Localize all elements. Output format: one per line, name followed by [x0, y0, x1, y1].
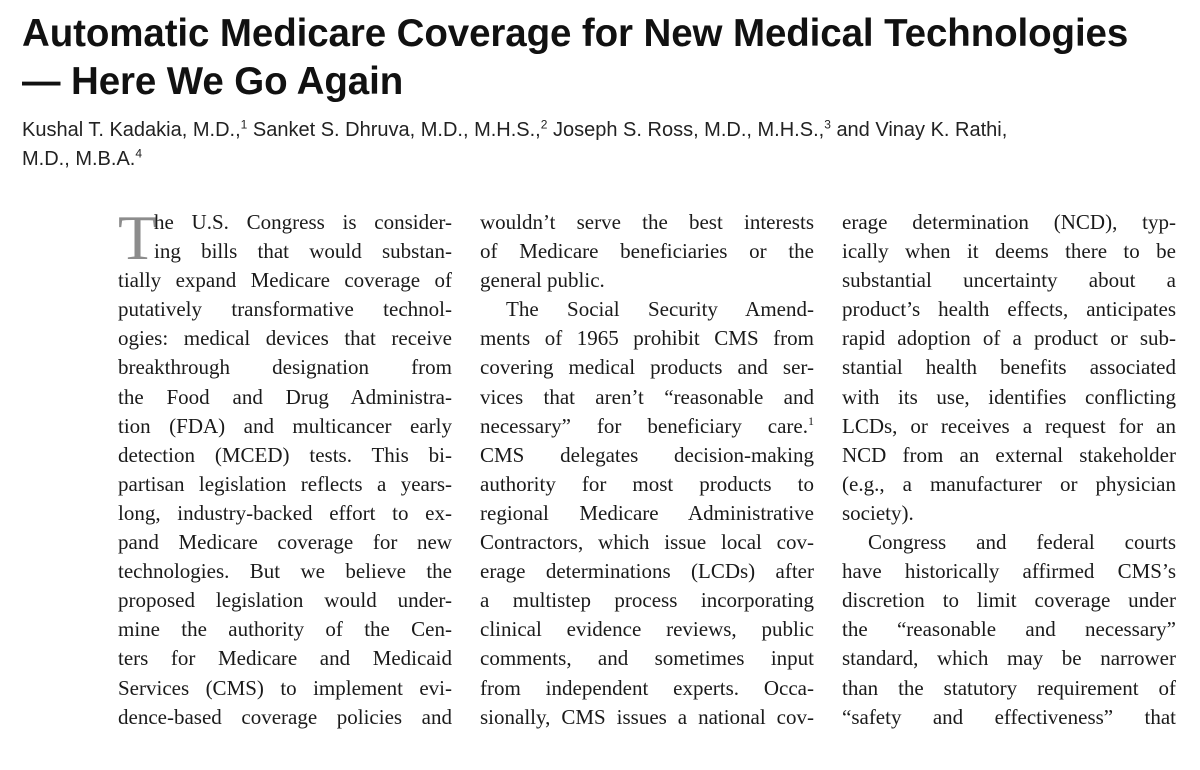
text-line: Services (CMS) to implement evi-	[118, 675, 452, 700]
text-line: he U.S. Congress is consider-	[154, 210, 452, 234]
text-line: LCDs, or receives a request for an	[842, 413, 1176, 438]
text-line: ically when it deems there to be	[842, 239, 1176, 264]
body-column-2	[480, 208, 814, 732]
author-affiliation-marker: 1	[240, 117, 248, 132]
text-line: NCD from an external stakeholder	[842, 442, 1176, 467]
text-line: tion (FDA) and multicancer early	[118, 413, 452, 438]
text-line: Congress and federal courts	[868, 530, 1176, 555]
text-line: proposed legislation would under-	[118, 588, 452, 613]
text-line: regional Medicare Administrative	[480, 500, 814, 525]
text-line: mine the authority of the Cen-	[118, 617, 452, 642]
text-line: stantial health benefits associated	[842, 355, 1176, 380]
author-name: Kushal T. Kadakia, M.D.,	[22, 119, 241, 141]
author-name: and Vinay K. Rathi,	[836, 119, 1008, 141]
body-column-3	[842, 208, 1176, 732]
author-name: Sanket S. Dhruva, M.D., M.H.S.,	[252, 119, 541, 141]
text-line: have historically affirmed CMS’s	[842, 559, 1176, 584]
author-line	[22, 145, 1192, 174]
reference-marker: 1	[808, 413, 814, 428]
text-line: long, industry-backed effort to ex-	[118, 500, 452, 525]
text-line: with its use, identifies conflicting	[842, 384, 1176, 409]
text-line: society).	[842, 500, 914, 525]
text-line: The Social Security Amend-	[506, 297, 814, 322]
text-line: the Food and Drug Administra-	[118, 384, 452, 409]
title-line: Automatic Medicare Coverage for New Medical Technologies	[22, 12, 1129, 55]
text-line: ments of 1965 prohibit CMS from	[480, 326, 814, 351]
text-line: ing bills that would substan-	[154, 239, 452, 264]
title-line: — Here We Go Again	[22, 60, 404, 103]
author-affiliation-marker: 2	[540, 117, 548, 132]
text-line: ters for Medicare and Medicaid	[118, 646, 452, 671]
text-line: than the statutory requirement of	[842, 675, 1176, 700]
text-line: substantial uncertainty about a	[842, 268, 1176, 293]
text-line: of Medicare beneficiaries or the	[480, 239, 814, 264]
text-line: partisan legislation reflects a years-	[118, 471, 452, 496]
text-line: “safety and effectiveness” that	[842, 704, 1176, 729]
text-line: erage determinations (LCDs) after	[480, 559, 814, 584]
author-line	[22, 116, 1192, 145]
text-line: product’s health effects, anticipates	[842, 297, 1176, 322]
text-line: breakthrough designation from	[118, 355, 452, 380]
text-line: sionally, CMS issues a national cov-	[480, 704, 814, 729]
article-title	[22, 10, 1192, 106]
author-list	[22, 116, 1192, 174]
author-affiliation-marker: 4	[135, 146, 143, 161]
author-name: Joseph S. Ross, M.D., M.H.S.,	[553, 119, 825, 141]
text-line-with-reference	[480, 412, 814, 441]
text-line: vices that aren’t “reasonable and	[480, 384, 814, 409]
text-line: rapid adoption of a product or sub-	[842, 326, 1176, 351]
text-line: discretion to limit coverage under	[842, 588, 1176, 613]
text-line: the “reasonable and necessary”	[842, 617, 1176, 642]
text-line: clinical evidence reviews, public	[480, 617, 814, 642]
text-line: comments, and sometimes input	[480, 646, 814, 671]
text-line: tially expand Medicare coverage of	[118, 268, 452, 293]
text-line: wouldn’t serve the best interests	[480, 210, 814, 234]
text-line: authority for most products to	[480, 471, 814, 496]
text-line: from independent experts. Occa-	[480, 675, 814, 700]
text-line: dence-based coverage policies and	[118, 704, 452, 729]
drop-cap: T	[118, 202, 158, 273]
text-line: covering medical products and ser-	[480, 355, 814, 380]
text-line: general public.	[480, 268, 605, 293]
text-line: (e.g., a manufacturer or physician	[842, 471, 1176, 496]
text-line: CMS delegates decision-making	[480, 442, 814, 467]
body-column-1	[118, 202, 452, 732]
text-line: ogies: medical devices that receive	[118, 326, 452, 351]
text-line: technologies. But we believe the	[118, 559, 452, 584]
author-name: M.D., M.B.A.	[22, 148, 136, 170]
text-line: Contractors, which issue local cov-	[480, 530, 814, 555]
author-affiliation-marker: 3	[824, 117, 831, 132]
text-line: detection (MCED) tests. This bi-	[118, 442, 452, 467]
text-line: standard, which may be narrower	[842, 646, 1176, 671]
text-line: necessary” for beneficiary care.	[480, 413, 808, 438]
text-line: pand Medicare coverage for new	[118, 530, 452, 555]
text-line: a multistep process incorporating	[480, 588, 814, 613]
text-line: putatively transformative technol-	[118, 297, 452, 322]
text-line: erage determination (NCD), typ-	[842, 210, 1176, 234]
